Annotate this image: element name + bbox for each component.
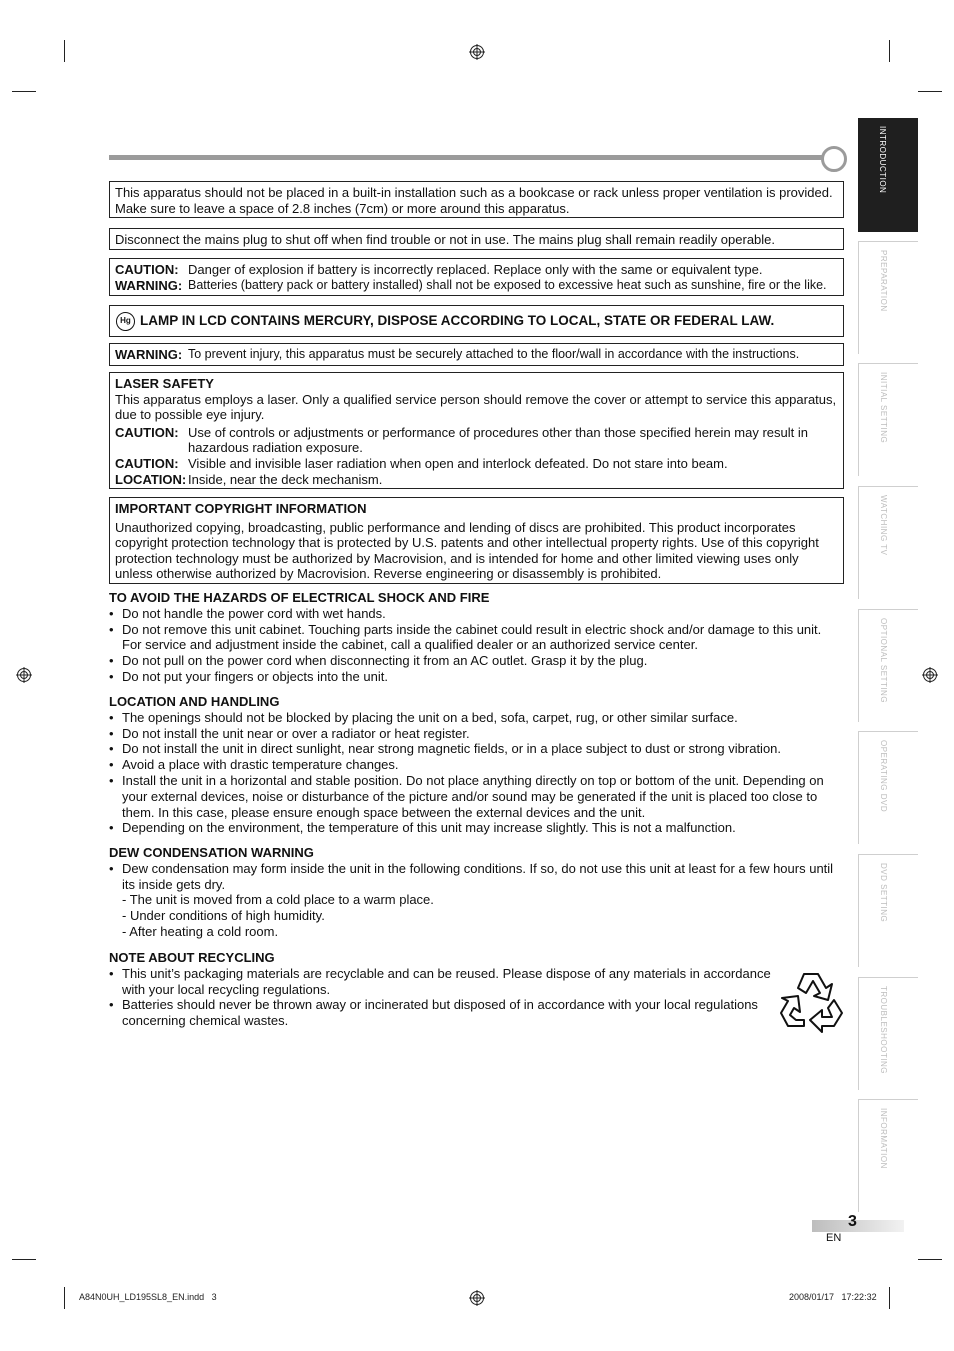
list-item: • Do not pull on the power cord when disconnecting it from an AC outlet. Grasp it by the plug. [109, 653, 844, 669]
crop-mark [918, 91, 942, 92]
tab-operating-dvd[interactable] [858, 731, 918, 844]
laser-safety-title: LASER SAFETY [115, 376, 214, 391]
laser-caution-label: CAUTION: [115, 424, 179, 440]
attach-warning-row [115, 347, 838, 363]
laser-safety-box [109, 372, 844, 489]
mercury-box [109, 305, 844, 337]
registration-mark-icon [469, 44, 485, 60]
list-item: • Dew condensation may form inside the unit in the following conditions. If so, do not use this unit at least for a few hours until its inside gets dry. [109, 861, 844, 893]
crop-mark [889, 1287, 890, 1309]
laser-location-label: LOCATION: [115, 471, 187, 487]
battery-warning-row [115, 278, 838, 294]
tab-introduction[interactable] [858, 118, 918, 232]
registration-mark-icon [469, 1290, 485, 1306]
list-item: • Do not handle the power cord with wet hands. [109, 606, 844, 622]
page-number-bar [812, 1220, 904, 1232]
registration-mark-icon [922, 667, 938, 683]
header-circle [821, 146, 847, 172]
registration-mark-icon [16, 667, 32, 683]
page-number: 3 [848, 1213, 857, 1230]
laser-caution-label: CAUTION: [115, 455, 179, 471]
header-bar [109, 155, 825, 160]
dew-title: DEW CONDENSATION WARNING [109, 845, 314, 860]
hazards-section [109, 590, 844, 685]
ventilation-text: This apparatus should not be placed in a built-in installation such as a bookcase or rack unless proper ventilation is provided. Make sure to leave a space of 2.8 inches (7cm) or more around this apparatus. [115, 185, 833, 216]
crop-mark [918, 1259, 942, 1260]
attach-warning-text: To prevent injury, this apparatus must be securely attached to the floor/wall in accordance with the instructions. [188, 347, 800, 361]
warning-text: Batteries (battery pack or battery installed) shall not be exposed to excessive heat such as sunshine, fire or the like. [188, 277, 827, 292]
laser-caution-row [115, 456, 838, 472]
attach-warning-box [109, 343, 844, 366]
laser-caution-text: Visible and invisible laser radiation when open and interlock defeated. Do not stare into beam. [188, 455, 728, 471]
recycling-list [109, 966, 781, 1029]
battery-box [109, 258, 844, 296]
copyright-text: Unauthorized copying, broadcasting, public performance and lending of discs are prohibited. This product incorporates copyright protection technology that is protected by U.S. patents and other intellectual property rights. Use of this copyright protection technology must be authorized by Macrovision, and is intended for home and other limited viewing uses only unless otherwise authorized by Macrovision. Reverse engineering or disassembly is prohibited. [115, 519, 819, 582]
tab-label: WATCHING TV [879, 495, 888, 556]
mercury-hg-icon: Hg [116, 312, 135, 331]
location-list [109, 710, 844, 836]
tab-initial-setting[interactable] [858, 363, 918, 476]
tab-preparation[interactable] [858, 241, 918, 354]
dew-section [109, 845, 844, 940]
battery-caution-row [115, 262, 838, 278]
tab-dvd-setting[interactable] [858, 854, 918, 967]
ventilation-box [109, 181, 844, 218]
tab-label: INTRODUCTION [878, 126, 887, 194]
footer-datetime: 2008/01/17 17:22:32 [789, 1292, 877, 1302]
recycling-title: NOTE ABOUT RECYCLING [109, 950, 275, 965]
list-item: • Do not install the unit in direct sunlight, near strong magnetic fields, or in a place subject to dust or strong vibration. [109, 741, 844, 757]
tab-label: TROUBLESHOOTING [879, 986, 888, 1074]
laser-caution-row [115, 425, 838, 456]
page-language: EN [826, 1232, 842, 1244]
list-item: • Do not remove this unit cabinet. Touching parts inside the cabinet could result in electric shock and/or damage to this unit. For service and adjustment inside the cabinet, call a qualified dealer or an authorized service center. [109, 622, 844, 654]
dew-condition: - The unit is moved from a cold place to a warm place. [122, 892, 434, 908]
tab-label: DVD SETTING [879, 863, 888, 923]
copyright-box [109, 497, 844, 584]
list-item: • This unit’s packaging materials are recyclable and can be reused. Please dispose of any materials in accordance with your local recycling regulations. [109, 966, 781, 998]
mains-plug-text: Disconnect the mains plug to shut off when find trouble or not in use. The mains plug shall remain readily operable. [115, 232, 776, 247]
crop-mark [64, 1287, 65, 1309]
tab-label: INITIAL SETTING [879, 372, 888, 444]
tab-troubleshooting[interactable] [858, 977, 918, 1090]
tab-label: INFORMATION [879, 1108, 888, 1169]
copyright-title: IMPORTANT COPYRIGHT INFORMATION [115, 501, 367, 516]
dew-list [109, 861, 844, 893]
hazards-title: TO AVOID THE HAZARDS OF ELECTRICAL SHOCK AND FIRE [109, 590, 490, 605]
laser-location-text: Inside, near the deck mechanism. [188, 471, 383, 487]
tab-label: PREPARATION [879, 250, 888, 312]
laser-caution-text: Use of controls or adjustments or performance of procedures other than those specified herein may result in hazardous radiation exposure. [188, 424, 808, 456]
list-item: • Do not install the unit near or over a radiator or heat register. [109, 726, 844, 742]
recycle-icon [776, 966, 846, 1034]
crop-mark [889, 40, 890, 62]
dew-condition: - Under conditions of high humidity. [122, 908, 325, 924]
laser-safety-intro: This apparatus employs a laser. Only a qualified service person should remove the cover or attempt to service this apparatus, due to possible eye injury. [115, 391, 837, 423]
list-item: • Avoid a place with drastic temperature changes. [109, 757, 844, 773]
list-item: • Install the unit in a horizontal and stable position. Do not place anything directly on top or bottom of the unit. Depending on your external devices, noise or disturbance of the picture and/or sound may be generated if the unit is placed too close to them. In this case, please ensure enough space between the external devices and the unit. [109, 773, 844, 820]
crop-mark [12, 91, 36, 92]
crop-mark [12, 1259, 36, 1260]
caution-text: Danger of explosion if battery is incorrectly replaced. Replace only with the same or equivalent type. [188, 262, 763, 277]
list-item: • Do not put your fingers or objects into the unit. [109, 669, 844, 685]
recycling-section [109, 950, 781, 1029]
tab-information[interactable] [858, 1099, 918, 1212]
tab-watching-tv[interactable] [858, 486, 918, 599]
crop-mark [64, 40, 65, 62]
footer-filename: A84N0UH_LD195SL8_EN.indd 3 [79, 1292, 217, 1302]
laser-location-row [115, 472, 838, 488]
dew-condition: - After heating a cold room. [122, 923, 279, 939]
tab-label: OPERATING DVD [879, 740, 888, 813]
list-item: • The openings should not be blocked by placing the unit on a bed, sofa, carpet, rug, or other similar surface. [109, 710, 844, 726]
warning-label: WARNING: [115, 277, 183, 293]
mains-plug-box [109, 228, 844, 250]
tab-label: OPTIONAL SETTING [879, 618, 888, 704]
caution-label: CAUTION: [115, 262, 179, 277]
location-section [109, 694, 844, 836]
tab-optional-setting[interactable] [858, 609, 918, 722]
attach-warning-label: WARNING: [115, 347, 183, 362]
list-item: • Depending on the environment, the temperature of this unit may increase slightly. This is not a malfunction. [109, 820, 844, 836]
mercury-text: LAMP IN LCD CONTAINS MERCURY, DISPOSE ACCORDING TO LOCAL, STATE OR FEDERAL LAW. [140, 313, 775, 329]
list-item: • Batteries should never be thrown away or incinerated but disposed of in accordance with your local regulations concerning chemical wastes. [109, 997, 781, 1029]
location-title: LOCATION AND HANDLING [109, 694, 280, 709]
hazards-list [109, 606, 844, 685]
